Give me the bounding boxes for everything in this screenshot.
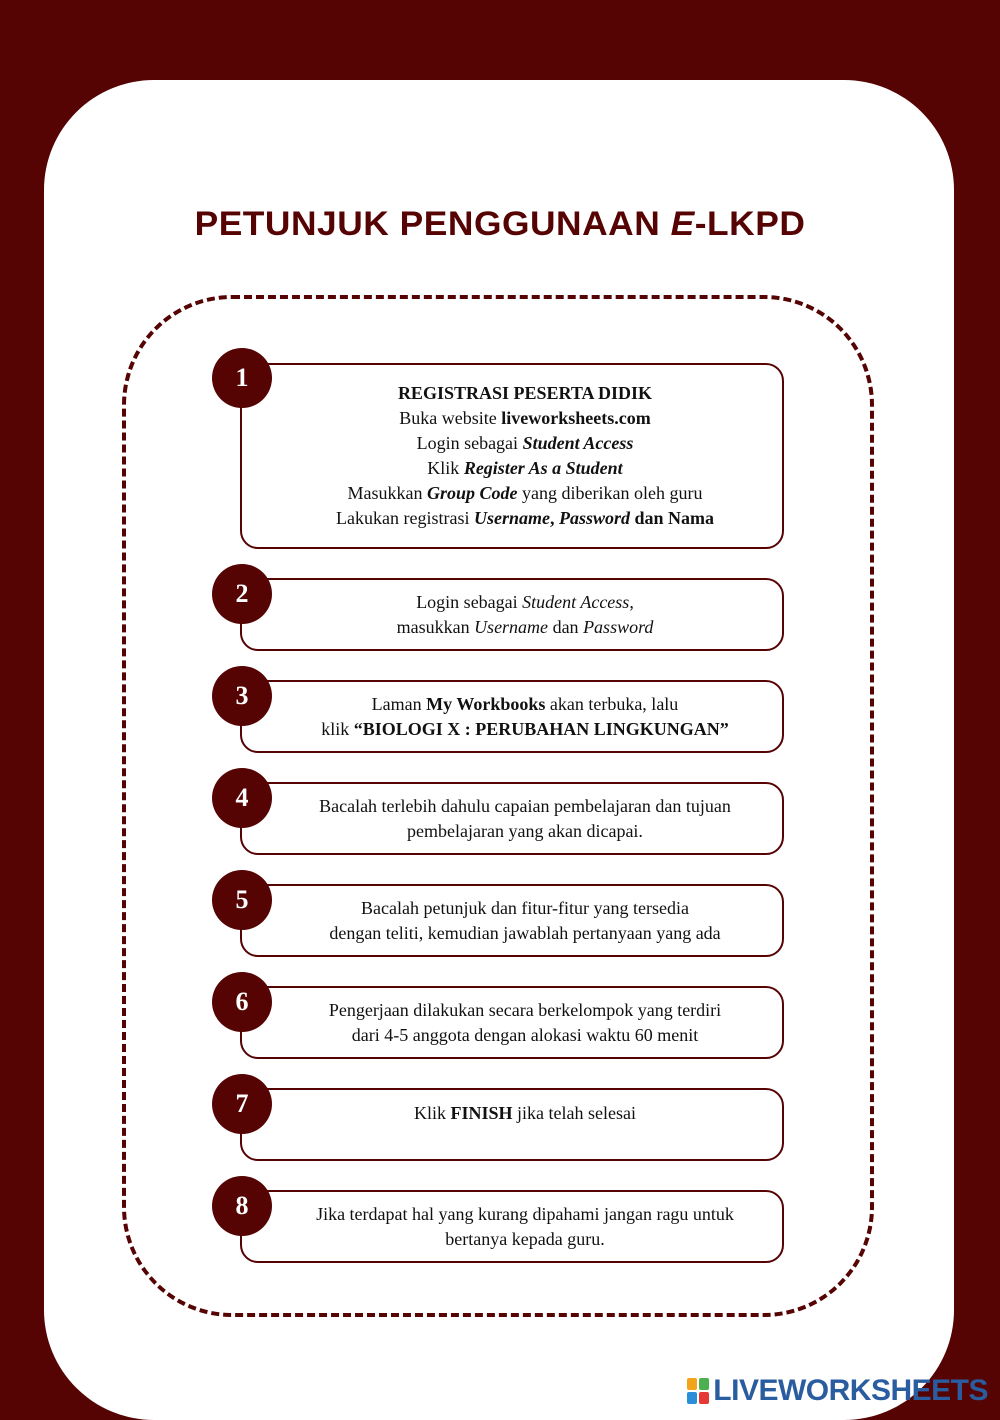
step-box-6: Pengerjaan dilakukan secara berkelompok yang terdiri dari 4-5 anggota dengan alokasi waktu 60 menit	[240, 986, 784, 1059]
step-box-3: Laman My Workbooks akan terbuka, lalu klik “BIOLOGI X : PERUBAHAN LINGKUNGAN”	[240, 680, 784, 753]
step-box-1: REGISTRASI PESERTA DIDIK Buka website liveworksheets.com Login sebagai Student Access Klik Register As a Student Masukkan Group Code yang diberikan oleh guru Lakukan registrasi Username, Password dan Nama	[240, 363, 784, 549]
liveworksheets-logo-icon	[687, 1378, 709, 1404]
step-number-3: 3	[212, 666, 272, 726]
watermark-text: LIVEWORKSHEETS	[713, 1374, 988, 1407]
step-number-8: 8	[212, 1176, 272, 1236]
step-1-heading: REGISTRASI PESERTA DIDIK	[397, 383, 653, 403]
step-number-4: 4	[212, 768, 272, 828]
step-box-8: Jika terdapat hal yang kurang dipahami jangan ragu untuk bertanya kepada guru.	[240, 1190, 784, 1263]
step-number-7: 7	[212, 1074, 272, 1134]
step-box-4: Bacalah terlebih dahulu capaian pembelajaran dan tujuan pembelajaran yang akan dicapai.	[240, 782, 784, 855]
step-number-2: 2	[212, 564, 272, 624]
step-number-5: 5	[212, 870, 272, 930]
liveworksheets-watermark	[687, 1374, 988, 1408]
step-number-6: 6	[212, 972, 272, 1032]
step-number-1: 1	[212, 348, 272, 408]
step-box-2: Login sebagai Student Access, masukkan Username dan Password	[240, 578, 784, 651]
page-title: PETUNJUK PENGGUNAAN E-LKPD	[194, 205, 806, 243]
step-box-5: Bacalah petunjuk dan fitur-fitur yang tersedia dengan teliti, kemudian jawablah pertanyaan yang ada	[240, 884, 784, 957]
step-box-7: Klik FINISH jika telah selesai	[240, 1088, 784, 1161]
